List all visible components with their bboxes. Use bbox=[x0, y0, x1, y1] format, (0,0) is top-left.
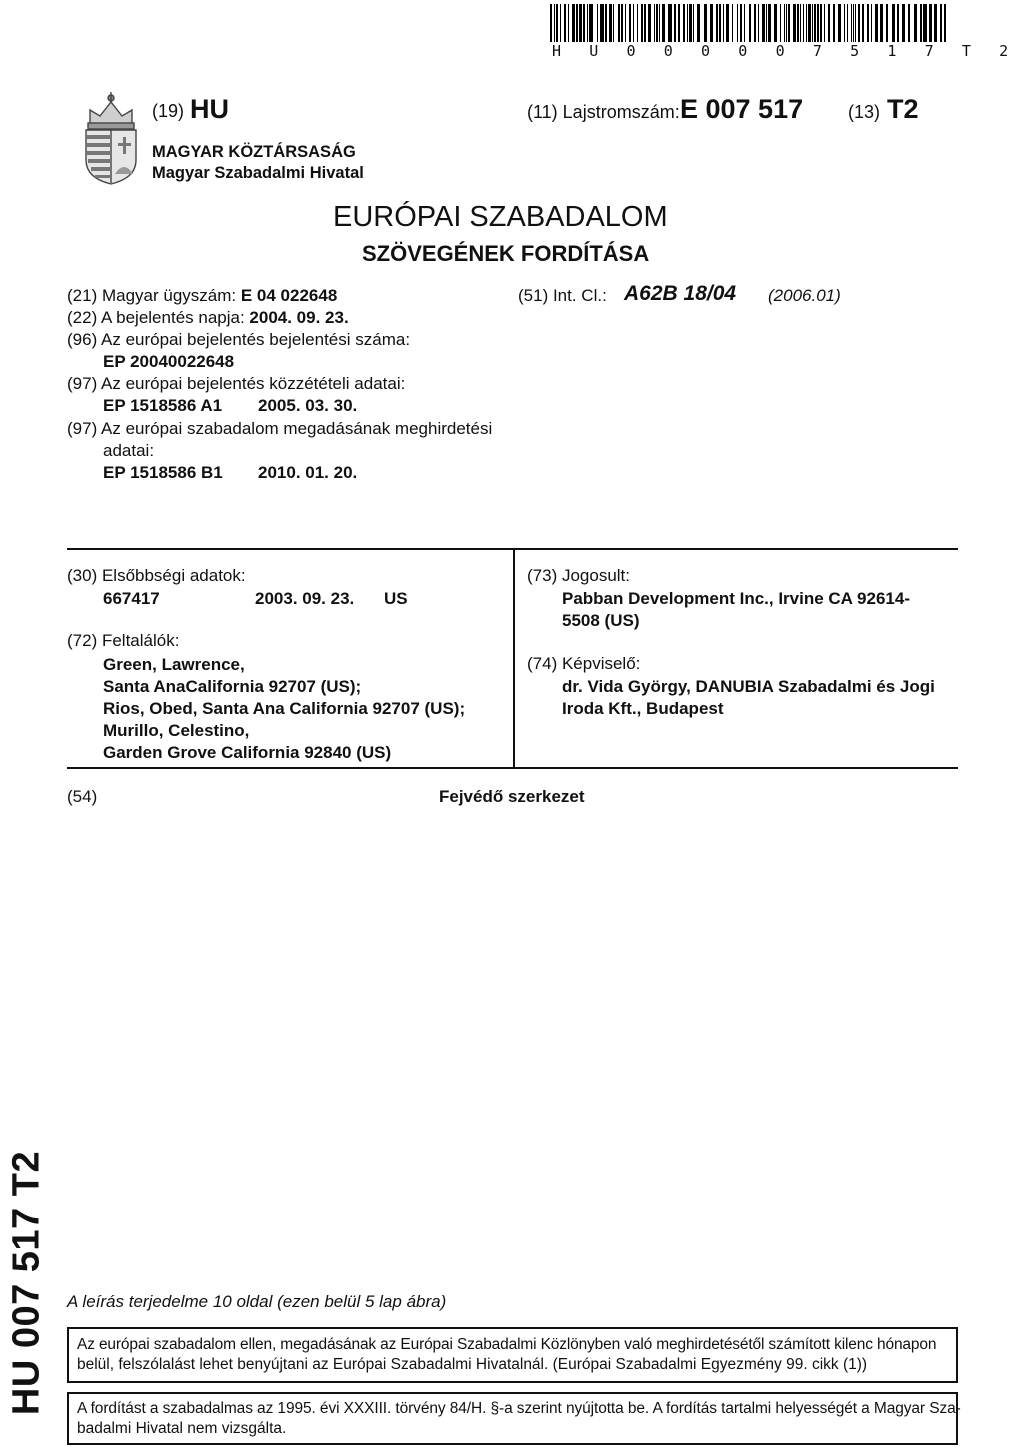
field-74-label: (74) Képviselő: bbox=[527, 654, 641, 673]
field-30-date: 2003. 09. 23. bbox=[255, 589, 355, 608]
field-22 bbox=[67, 307, 349, 329]
translation-line1: A fordítást a szabadalmas az 1995. évi XXXIII. törvény 84/H. §-a szerint nyújtotta be. A fordítás tartalmi helyességét a Magyar Sza- bbox=[77, 1400, 961, 1417]
field-21 bbox=[67, 285, 337, 307]
registration-number: E 007 517 bbox=[680, 94, 804, 124]
invention-title: Fejvédő szerkezet bbox=[439, 787, 585, 806]
field-54-label: (54) bbox=[67, 787, 98, 806]
field-97a-number: EP 1518586 A1 bbox=[103, 396, 223, 415]
description-extent: A leírás terjedelme 10 oldal (ezen belül 5 lap ábra) bbox=[67, 1292, 447, 1311]
field-51-class: A62B 18/04 bbox=[624, 282, 737, 305]
country-code: HU bbox=[190, 94, 229, 124]
field-97b-date: 2010. 01. 20. bbox=[258, 463, 358, 482]
field-73-label: (73) Jogosult: bbox=[527, 566, 630, 585]
field-30-country: US bbox=[384, 589, 408, 608]
field-51-version: (2006.01) bbox=[768, 286, 841, 305]
opposition-line1: Az európai szabadalom ellen, megadásának az Európai Szabadalmi Közlönyben való meghirdetésétől számított kilenc hónapon bbox=[77, 1336, 937, 1353]
field-73-line1: Pabban Development Inc., Irvine CA 92614- bbox=[562, 589, 910, 608]
inventor-line: Garden Grove California 92840 (US) bbox=[103, 743, 392, 762]
registration-label: (11) Lajstromszám: bbox=[527, 102, 680, 122]
office-country: MAGYAR KÖZTÁRSASÁG bbox=[152, 143, 356, 161]
vertical-document-number-text: HU 007 517 T2 bbox=[5, 1150, 48, 1415]
translation-line2: badalmi Hivatal nem vizsgálta. bbox=[77, 1420, 287, 1437]
field-51-label: (51) Int. Cl.: bbox=[518, 286, 607, 305]
field-96-value: EP 20040022648 bbox=[103, 352, 235, 371]
office-name: Magyar Szabadalmi Hivatal bbox=[152, 164, 364, 182]
opposition-line2: belül, felszólalást lehet benyújtani az Európai Szabadalmi Hivatalnál. (Európai Szabadalmi Egyezmény 99. cikk (1)) bbox=[77, 1356, 868, 1373]
translation-notice bbox=[67, 1392, 961, 1445]
code-19: (19) bbox=[152, 101, 185, 121]
field-21-label: (21) Magyar ügyszám: bbox=[67, 286, 237, 305]
vertical-document-number bbox=[4, 1150, 50, 1415]
field-21-value: E 04 022648 bbox=[240, 286, 338, 305]
field-97a-date: 2005. 03. 30. bbox=[258, 396, 358, 415]
field-30-label: (30) Elsőbbségi adatok: bbox=[67, 566, 246, 585]
field-72-label: (72) Feltalálók: bbox=[67, 631, 180, 650]
inventor-line: Santa AnaCalifornia 92707 (US); bbox=[103, 677, 362, 696]
document-title: EURÓPAI SZABADALOM bbox=[333, 201, 668, 233]
inventor-line: Rios, Obed, Santa Ana California 92707 (US); bbox=[103, 699, 466, 718]
field-73-line2: 5508 (US) bbox=[562, 611, 640, 630]
field-97b-label: (97) Az európai szabadalom megadásának meghirdetési bbox=[67, 419, 493, 438]
field-30-number: 667417 bbox=[103, 589, 160, 608]
field-74-line1: dr. Vida György, DANUBIA Szabadalmi és Jogi bbox=[562, 677, 935, 696]
opposition-notice bbox=[67, 1327, 958, 1383]
field-97b-number: EP 1518586 B1 bbox=[103, 463, 223, 482]
barcode bbox=[550, 4, 946, 42]
code-13: (13) bbox=[848, 102, 881, 122]
barcode-text: H U 0 0 0 0 0 7 5 1 7 T 2 bbox=[552, 42, 1018, 60]
document-subtitle: SZÖVEGÉNEK FORDÍTÁSA bbox=[362, 241, 650, 266]
kind-code: T2 bbox=[887, 94, 919, 124]
coat-of-arms-icon bbox=[80, 90, 142, 186]
field-74-line2: Iroda Kft., Budapest bbox=[562, 699, 724, 718]
section-rule-bottom bbox=[67, 767, 958, 769]
inventor-line: Green, Lawrence, bbox=[103, 655, 245, 674]
field-22-label: (22) A bejelentés napja: bbox=[67, 308, 245, 327]
field-96-label: (96) Az európai bejelentés bejelentési száma: bbox=[67, 330, 411, 349]
inventor-line: Murillo, Celestino, bbox=[103, 721, 250, 740]
field-97b-label-cont: adatai: bbox=[103, 441, 155, 460]
field-97a-label: (97) Az európai bejelentés közzétételi adatai: bbox=[67, 374, 406, 393]
field-22-value: 2004. 09. 23. bbox=[249, 308, 349, 327]
section-divider bbox=[513, 548, 515, 768]
